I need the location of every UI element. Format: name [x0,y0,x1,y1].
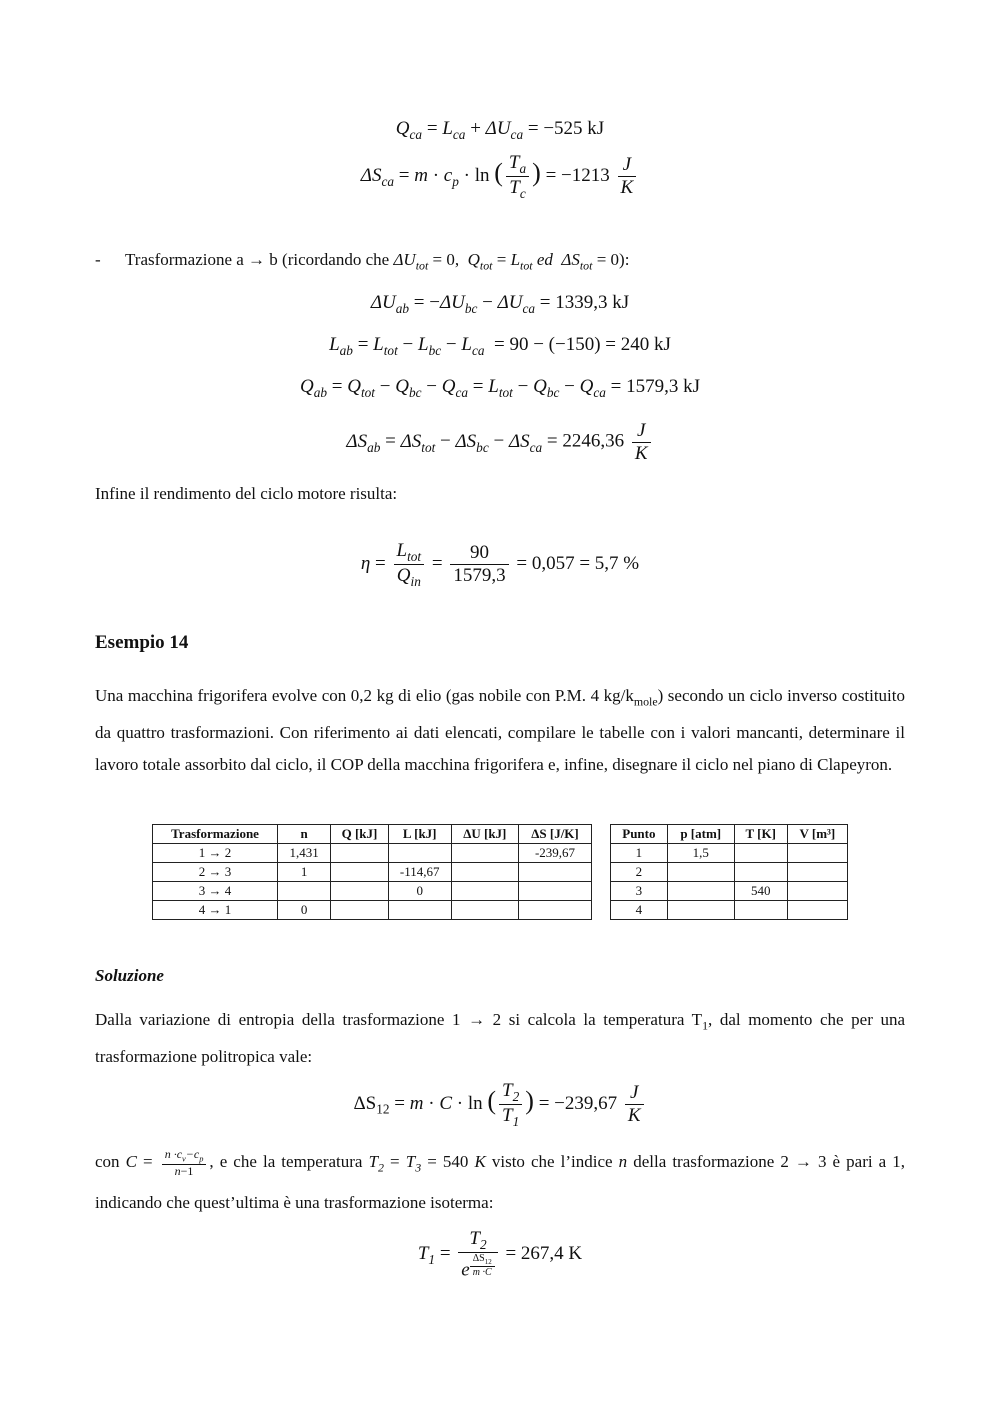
table-row [611,882,848,901]
table-cell: 2 [611,863,668,882]
table-row [611,863,848,882]
table-cell [518,901,591,920]
table-cell: -239,67 [518,844,591,863]
equation-du-ab: $\Delta U_{ab} = -\Delta U_{bc} - \Delta U_{ca} = 1339,3$ kJ [370,292,630,316]
table-row [611,844,848,863]
table-row [153,844,592,863]
table-cell: 0 [278,901,331,920]
table-cell [331,882,389,901]
equation-q-ca: $Q_{ca} = L_{ca} + \Delta U_{ca} = -525$ kJ [395,118,605,142]
table-header: Trasformazione [153,825,278,844]
table-cell: 3 [611,882,668,901]
table-cell [451,882,518,901]
table-cell [518,882,591,901]
equation-t1: $T_1$ = $T_2$ e $^{\frac{\Delta S_{12}}{m \cdot C}}$ = 267,4 K [417,1228,583,1281]
table-cell: 1 [278,863,331,882]
table-cell: 4 [611,901,668,920]
table-cell [388,901,451,920]
table-cell [734,901,787,920]
table-cell [331,863,389,882]
table-row [153,863,592,882]
table-header-row [611,825,848,844]
bullet-dash: - [95,250,101,269]
points-table [610,824,848,920]
table-cell [787,844,847,863]
table-cell: -114,67 [388,863,451,882]
table-cell [734,844,787,863]
table-header-row [153,825,592,844]
table-row [611,901,848,920]
table-cell [451,863,518,882]
table-cell [787,901,847,920]
table-cell: 540 [734,882,787,901]
table-header: ΔU [kJ] [451,825,518,844]
table-header: ΔS [J/K] [518,825,591,844]
table-cell [388,844,451,863]
equation-q-ab: $Q_{ab} = Q_{tot} - Q_{bc} - Q_{ca} = L_{tot} - Q_{bc} - Q_{ca} = 1579,3$ kJ [299,376,701,400]
efficiency-intro: Infine il rendimento del ciclo motore risulta: [95,484,398,503]
table-cell [451,844,518,863]
table-cell [451,901,518,920]
table-cell: 2 → 3 [153,863,278,882]
table-cell [331,901,389,920]
transformations-table [152,824,592,920]
table-header: p [atm] [667,825,734,844]
table-cell [667,882,734,901]
equation-eta: η = $\frac{L_{tot}}{Q_{in}}$ = $\frac{90}{1579,3}$ = 0,057 = 5,7 % [360,540,640,589]
solution-paragraph-1: Dalla variazione di entropia della trasformazione 1 → 2 si calcola la temperatura $T_1$, dal momento che per una trasformazione politropica vale: [95,1010,905,1067]
table-cell [331,844,389,863]
table-row [153,901,592,920]
table-cell: 4 → 1 [153,901,278,920]
table-header: V [m³] [787,825,847,844]
equation-l-ab: $L_{ab} = L_{tot} - L_{bc} - L_{ca} = 90 - (-150) = 240$ kJ [329,334,671,358]
solution-title: Soluzione [95,966,164,985]
table-cell: 1,5 [667,844,734,863]
table-cell: 1 → 2 [153,844,278,863]
equation-ds-ca: $\Delta S_{ca} = m \cdot c_p \cdot \ln$ ( $\frac{T_a}{T_c}$ ) = −1213 $\frac{J}{K}$ [0,152,1000,201]
table-row [153,882,592,901]
table-cell [667,863,734,882]
table-cell: 1,431 [278,844,331,863]
table-cell: 3 → 4 [153,882,278,901]
table-header: Punto [611,825,668,844]
table-cell [787,882,847,901]
table-header: n [278,825,331,844]
table-header: T [K] [734,825,787,844]
table-header: Q [kJ] [331,825,389,844]
table-cell [787,863,847,882]
table-cell: 1 [611,844,668,863]
table-cell [734,863,787,882]
table-header: L [kJ] [388,825,451,844]
bullet-transformation-ab: Trasformazione a → b (ricordando che $\Delta U_{tot} = 0$, $Q_{tot} = L_{tot}$ ed $\Delta S_{tot} = 0$): [125,250,630,273]
example-title: Esempio 14 [95,632,189,653]
table-cell [518,863,591,882]
table-cell [278,882,331,901]
problem-statement: Una macchina frigorifera evolve con 0,2 kg di elio (gas nobile con P.M. 4 $kg/k_{mole}$) secondo un ciclo inverso costituito da quattro trasformazioni. Con riferimento ai dati elencati, compilare le tabelle con i valori mancanti, determinare il lavoro totale assorbito dal ciclo, il COP della macchina frigorifera e, infine, disegnare il ciclo nel piano di Clapeyron. [95,686,905,775]
solution-paragraph-2: con C = $\frac{n \cdot c_v-c_p}{n-1}$ , e che la temperatura $T_2 = T_3 = 540$ K visto che l’indice n della trasformazione 2 → 3 è pari a 1, indicando che quest’ultima è una trasformazione isoterma: [95,1146,906,1213]
table-cell: 0 [388,882,451,901]
table-cell [667,901,734,920]
equation-ds-ab: $\Delta S_{ab} = \Delta S_{tot} - \Delta S_{bc} - \Delta S_{ca} = 2246,36$ $\frac{J}{K}$ [0,420,1000,465]
equation-ds-12: $\Delta S_{12} = m \cdot C \cdot \ln$ ( $\frac{T_2}{T_1}$ ) = −239,67 $\frac{J}{K}$ [0,1080,1000,1129]
